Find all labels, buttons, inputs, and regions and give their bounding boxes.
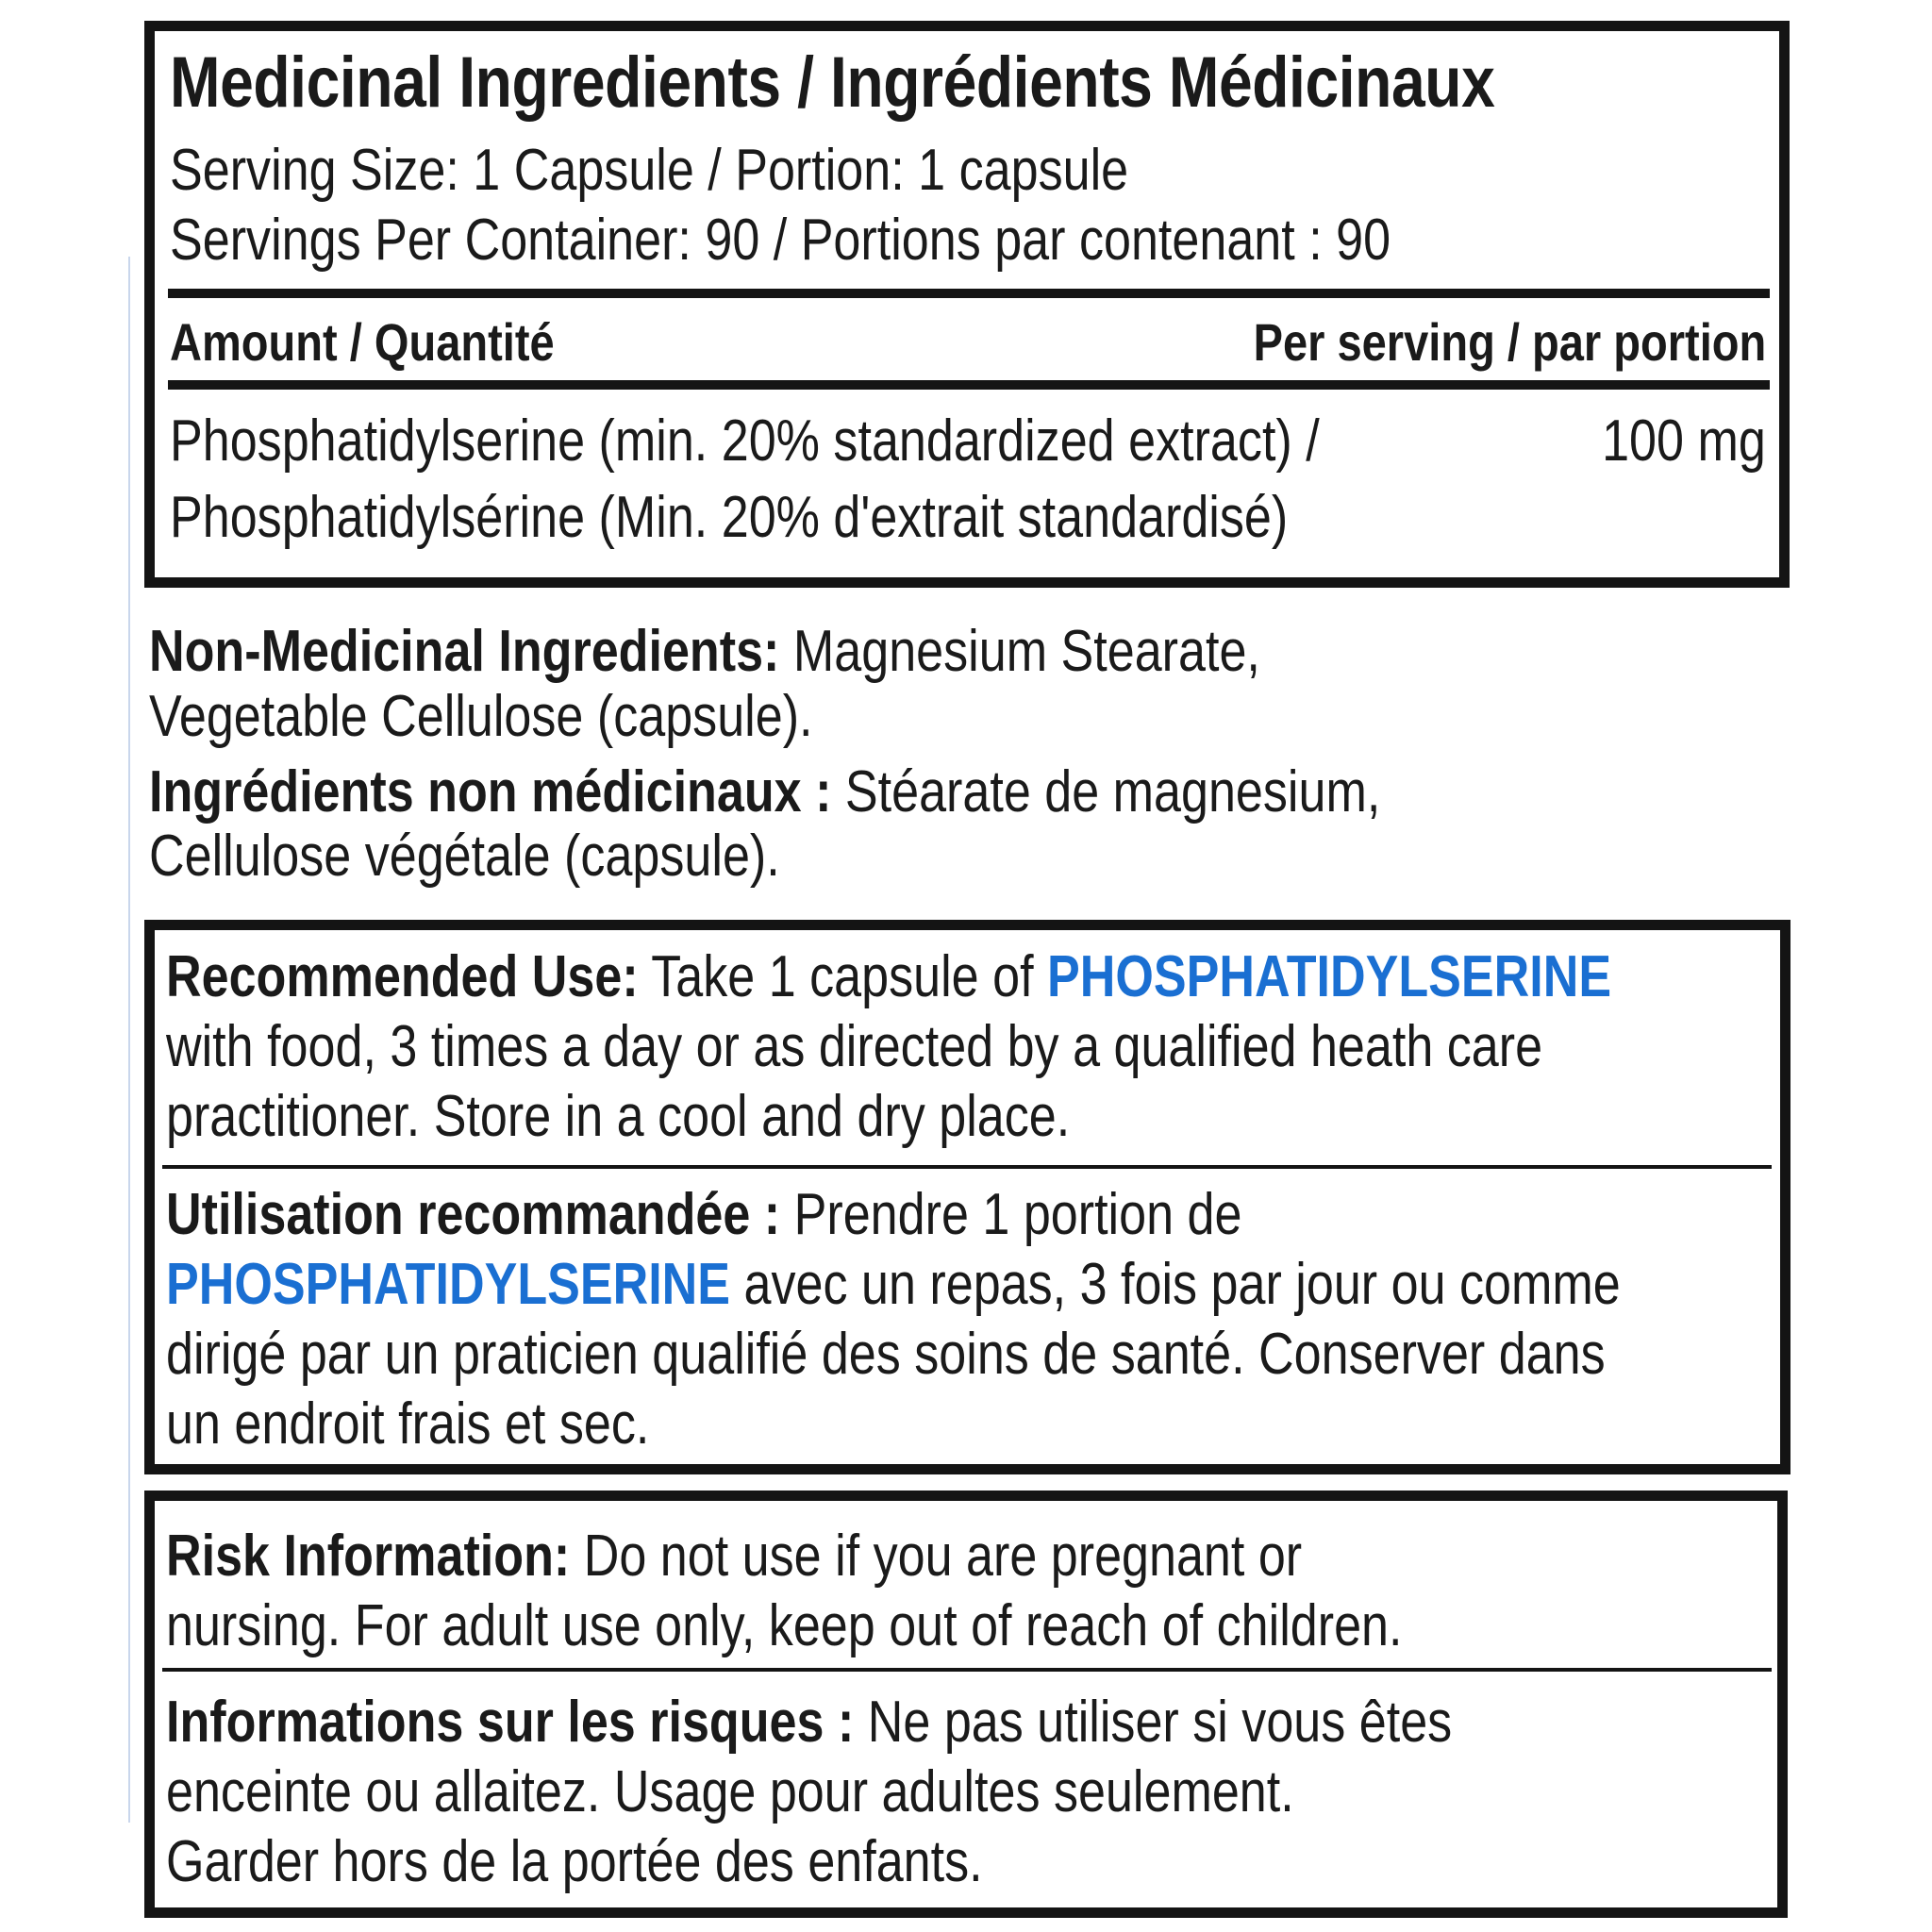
risk-fr-label: Informations sur les risques : [166, 1690, 855, 1755]
ingredient-name-fr: Phosphatidylsérine (Min. 20% d'extrait standardisé) [170, 485, 1289, 550]
recommended-use-en-text: Take 1 capsule of [651, 944, 1034, 1009]
non-medicinal-en-line2: Vegetable Cellulose (capsule). [149, 684, 813, 749]
recommended-use-en-line3: practitioner. Store in a cool and dry place. [166, 1084, 1071, 1149]
recommended-use-fr-line1 [166, 1181, 1241, 1248]
non-medicinal-en-text: Magnesium Stearate, [792, 619, 1260, 684]
product-name-highlight: PHOSPHATIDYLSERINE [1047, 944, 1612, 1009]
recommended-use-fr-text: avec un repas, 3 fois par jour ou comme [743, 1252, 1621, 1317]
header-amount: Amount / Quantité [170, 312, 555, 372]
servings-per-container: Servings Per Container: 90 / Portions par contenant : 90 [170, 208, 1391, 273]
non-medicinal-en [149, 618, 1260, 685]
thick-divider [168, 289, 1770, 298]
non-medicinal-fr [149, 758, 1380, 825]
risk-en-line2: nursing. For adult use only, keep out of reach of children. [166, 1593, 1403, 1658]
scan-edge-line [128, 257, 130, 1823]
serving-size: Serving Size: 1 Capsule / Portion: 1 capsule [170, 138, 1129, 203]
risk-fr-line2: enceinte ou allaitez. Usage pour adultes seulement. [166, 1759, 1294, 1824]
thin-divider [162, 1668, 1772, 1672]
non-medicinal-en-label: Non-Medicinal Ingredients: [149, 619, 780, 684]
risk-fr-line3: Garder hors de la portée des enfants. [166, 1829, 983, 1894]
non-medicinal-fr-text: Stéarate de magnesium, [844, 759, 1381, 824]
product-name-highlight: PHOSPHATIDYLSERINE [166, 1252, 731, 1317]
recommended-use-en-line2: with food, 3 times a day or as directed by a qualified heath care [166, 1014, 1543, 1079]
thick-divider [168, 380, 1770, 390]
risk-fr-line1 [166, 1689, 1452, 1756]
thin-divider [162, 1165, 1772, 1169]
recommended-use-fr-line4: un endroit frais et sec. [166, 1391, 650, 1457]
recommended-use-fr-label: Utilisation recommandée : [166, 1182, 781, 1247]
header-per-serving: Per serving / par portion [1253, 312, 1766, 372]
ingredient-name-en: Phosphatidylserine (min. 20% standardized extract) / [170, 408, 1320, 474]
non-medicinal-fr-line2: Cellulose végétale (capsule). [149, 824, 780, 889]
non-medicinal-fr-label: Ingrédients non médicinaux : [149, 759, 832, 824]
recommended-use-en-line1 [166, 943, 1611, 1010]
medicinal-title: Medicinal Ingredients / Ingrédients Médicinaux [170, 42, 1495, 123]
risk-en-text: Do not use if you are pregnant or [583, 1524, 1303, 1589]
ingredient-amount: 100 mg [1602, 408, 1766, 474]
risk-en-line1 [166, 1523, 1302, 1590]
risk-fr-text: Ne pas utiliser si vous êtes [867, 1690, 1453, 1755]
recommended-use-en-label: Recommended Use: [166, 944, 639, 1009]
recommended-use-fr-line2 [166, 1251, 1621, 1318]
recommended-use-fr-text: Prendre 1 portion de [793, 1182, 1242, 1247]
recommended-use-fr-line3: dirigé par un praticien qualifié des soins de santé. Conserver dans [166, 1322, 1606, 1387]
risk-en-label: Risk Information: [166, 1524, 571, 1589]
